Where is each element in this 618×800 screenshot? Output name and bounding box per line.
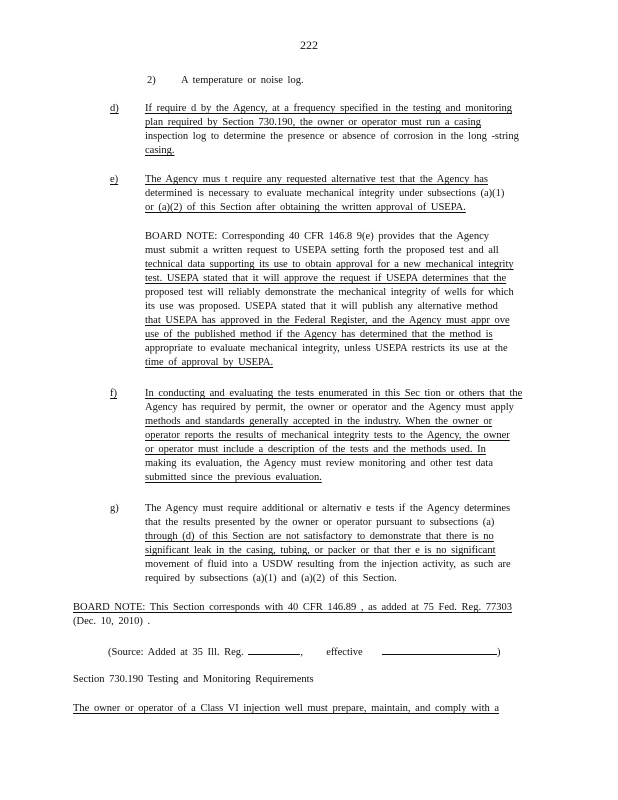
item-f-label: f): [110, 388, 117, 399]
item-f-line: In conducting and evaluating the tests enumerated in this Sec tion or others that the: [145, 388, 523, 399]
board-note-1-line: must submit a written request to USEPA setting forth the proposed test and all: [145, 245, 499, 256]
item-e-line: determined is necessary to evaluate mechanical integrity under subsections (a)(1): [145, 188, 505, 199]
item-g-line: movement of fluid into a USDW resulting from the injection activity, as such are: [145, 559, 511, 570]
item-f-line: making its evaluation, the Agency must review monitoring and other test data: [145, 458, 494, 469]
item-d-line: plan required by Section 730.190, the owner or operator must run a casing: [145, 117, 482, 128]
source-blank-reg: [248, 644, 300, 655]
item-2-text: A temperature or noise log.: [181, 75, 304, 86]
source-comma: ,: [300, 647, 303, 658]
item-g-line: The Agency must require additional or alternativ e tests if the Agency determines: [145, 503, 511, 514]
item-d-line: If require d by the Agency, at a frequency specified in the testing and monitoring: [145, 103, 512, 114]
final-line: The owner or operator of a Class VI injection well must prepare, maintain, and comply with a: [73, 703, 500, 714]
board-note-1-line: that USEPA has approved in the Federal Register, and the Agency must appr ove: [145, 315, 510, 326]
item-d-line: casing.: [145, 145, 175, 156]
item-f-line: or operator must include a description of the tests and the methods used. In: [145, 444, 486, 455]
item-e-line: The Agency mus t require any requested alternative test that the Agency has: [145, 174, 488, 185]
board-note-1-line: technical data supporting its use to obtain approval for a new mechanical integrity: [145, 259, 514, 270]
board-note-1-line: appropriate to evaluate mechanical integrity, unless USEPA restricts its use at the: [145, 343, 508, 354]
source-close: ): [496, 647, 501, 658]
item-g-line: through (d) of this Section are not satisfactory to demonstrate that there is no: [145, 531, 494, 542]
item-e-label: e): [110, 174, 119, 185]
item-2-label: 2): [147, 75, 156, 86]
board-note-2-line: BOARD NOTE: This Section corresponds with 40 CFR 146.89 , as added at 75 Fed. Reg. 77303: [73, 602, 512, 613]
item-d-label: d): [110, 103, 119, 114]
item-g-line: required by subsections (a)(1) and (a)(2) of this Section.: [145, 573, 397, 584]
item-g-label: g): [110, 503, 119, 514]
board-note-1-line: test. USEPA stated that it will approve the request if USEPA determines that the: [145, 273, 507, 284]
board-note-1-line: its use was proposed. USEPA stated that it will publish any alternative method: [145, 301, 498, 312]
page-number: 222: [300, 38, 318, 52]
item-f-line: Agency has required by permit, the owner or operator and the Agency must apply: [145, 402, 514, 413]
board-note-1-line: use of the published method if the Agency has determined that the method is: [145, 329, 493, 340]
board-note-1-line: time of approval by USEPA.: [145, 357, 274, 368]
board-note-1-line: proposed test will reliably demonstrate the mechanical integrity of wells for which: [145, 287, 514, 298]
item-f-line: methods and standards generally accepted in the industry. When the owner or: [145, 416, 493, 427]
item-g-line: that the results presented by the owner or operator pursuant to subsections (a): [145, 517, 495, 528]
source-blank-effective: [382, 644, 497, 655]
board-note-1-line: BOARD NOTE: Corresponding 40 CFR 146.8 9(e) provides that the Agency: [145, 231, 490, 242]
source-effective: effective: [326, 647, 363, 658]
item-f-line: submitted since the previous evaluation.: [145, 472, 322, 483]
source-text: (Source: Added at 35 Ill. Reg.: [108, 647, 244, 658]
item-d-line: inspection log to determine the presence or absence of corrosion in the long -string: [145, 131, 519, 142]
item-f-line: operator reports the results of mechanical integrity tests to the Agency, the owner: [145, 430, 510, 441]
item-g-line: significant leak in the casing, tubing, or packer or that ther e is no significant: [145, 545, 496, 556]
board-note-2-line: (Dec. 10, 2010) .: [73, 616, 151, 627]
source-line: [108, 644, 500, 659]
section-heading: Section 730.190 Testing and Monitoring Requirements: [73, 674, 314, 685]
item-e-line: or (a)(2) of this Section after obtaining the written approval of USEPA.: [145, 202, 466, 213]
